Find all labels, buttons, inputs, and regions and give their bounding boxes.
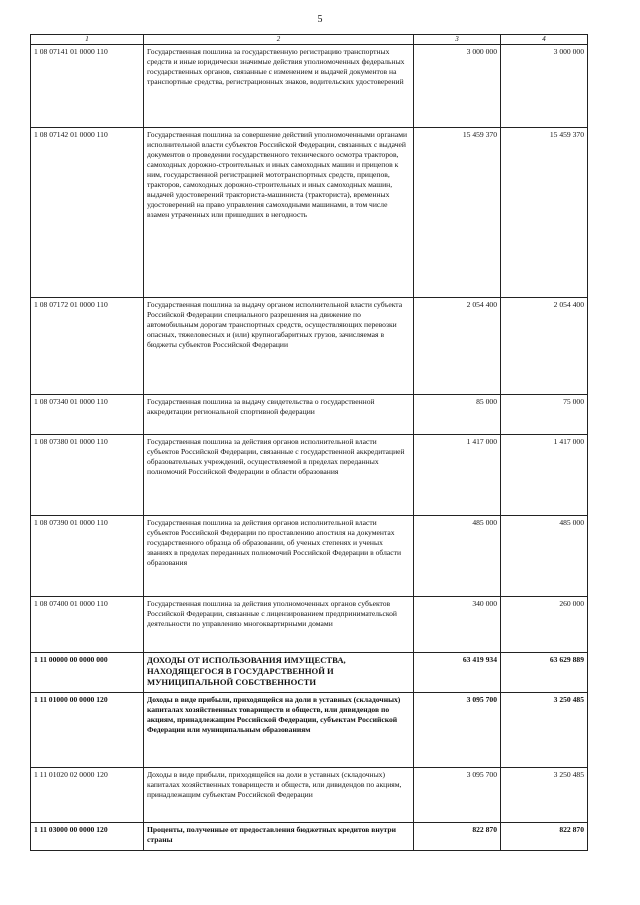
table-row <box>31 597 588 653</box>
header-col-1: 1 <box>31 35 144 45</box>
row-description: Доходы в виде прибыли, приходящейся на доли в уставных (складочных) капиталах хозяйственных товариществ и обществ, или дивидендов по акциям, принадлежащим субъектам Российской Федерации <box>144 768 414 823</box>
row-value-1: 3 000 000 <box>414 45 501 128</box>
row-code: 1 11 01000 00 0000 120 <box>31 693 144 768</box>
row-description: Государственная пошлина за действия уполномоченных органов субъектов Российской Федерации, связанные с лицензированием предпринимательской деятельности по управлению многоквартирными домами <box>144 597 414 653</box>
row-code: 1 08 07172 01 0000 110 <box>31 298 144 395</box>
row-value-2: 75 000 <box>501 395 588 435</box>
row-code: 1 08 07141 01 0000 110 <box>31 45 144 128</box>
row-description: Государственная пошлина за совершение действий уполномоченными органами исполнительной власти субъектов Российской Федерации, связанных с выдачей документов о проведении государственного технического осмотра тракторов, самоходных дорожно-строительных и иных самоходных машин и прицепов к ним, государственной регистрацией мототранспортных средств, прицепов, тракторов, самоходных дорожно-строительных и иных самоходных машин, выдачей удостоверений тракториста-машиниста (тракториста), временных удостоверений на право управления самоходными машинами, в том числе взамен утраченных или пришедших в негодность <box>144 128 414 298</box>
table-row <box>31 823 588 851</box>
row-value-2: 485 000 <box>501 516 588 597</box>
table-header-row <box>31 35 588 45</box>
row-code: 1 08 07400 01 0000 110 <box>31 597 144 653</box>
row-value-2: 3 250 485 <box>501 693 588 768</box>
row-value-1: 85 000 <box>414 395 501 435</box>
table-row <box>31 395 588 435</box>
table-row <box>31 298 588 395</box>
row-description: Государственная пошлина за действия органов исполнительной власти субъектов Российской Федерации, связанные с государственной аккредитацией образовательных учреждений, осуществляемой в пределах переданных полномочий Российской Федерации в области образования <box>144 435 414 516</box>
row-value-2: 15 459 370 <box>501 128 588 298</box>
table-row <box>31 768 588 823</box>
row-description: Государственная пошлина за государственную регистрацию транспортных средств и иные юридически значимые действия уполномоченных федеральных государственных органов, связанные с изменением и выдачей документов на транспортные средства, регистрационных знаков, водительских удостоверений <box>144 45 414 128</box>
row-code: 1 08 07142 01 0000 110 <box>31 128 144 298</box>
table-row <box>31 693 588 768</box>
row-code: 1 11 00000 00 0000 000 <box>31 653 144 693</box>
row-code: 1 08 07390 01 0000 110 <box>31 516 144 597</box>
row-value-1: 15 459 370 <box>414 128 501 298</box>
header-col-2: 2 <box>144 35 414 45</box>
row-value-1: 63 419 934 <box>414 653 501 693</box>
page-number: 5 <box>317 14 323 25</box>
row-description: Проценты, полученные от предоставления бюджетных кредитов внутри страны <box>144 823 414 851</box>
row-value-1: 485 000 <box>414 516 501 597</box>
row-value-1: 2 054 400 <box>414 298 501 395</box>
row-code: 1 08 07340 01 0000 110 <box>31 395 144 435</box>
row-code: 1 11 03000 00 0000 120 <box>31 823 144 851</box>
row-value-1: 3 095 700 <box>414 768 501 823</box>
header-col-3: 3 <box>414 35 501 45</box>
row-value-1: 3 095 700 <box>414 693 501 768</box>
table-row <box>31 45 588 128</box>
row-description: Доходы в виде прибыли, приходящейся на доли в уставных (складочных) капиталах хозяйственных товариществ и обществ, или дивидендов по акциям, принадлежащим Российской Федерации, субъектам Российской Федерации или муниципальным образованиям <box>144 693 414 768</box>
row-value-2: 260 000 <box>501 597 588 653</box>
row-code: 1 11 01020 02 0000 120 <box>31 768 144 823</box>
revenue-table <box>30 34 588 851</box>
row-value-2: 63 629 889 <box>501 653 588 693</box>
row-description: Государственная пошлина за выдачу свидетельства о государственной аккредитации региональной спортивной федерации <box>144 395 414 435</box>
table-row <box>31 435 588 516</box>
row-value-2: 3 000 000 <box>501 45 588 128</box>
row-value-2: 2 054 400 <box>501 298 588 395</box>
header-col-4: 4 <box>501 35 588 45</box>
row-value-1: 822 870 <box>414 823 501 851</box>
row-value-1: 340 000 <box>414 597 501 653</box>
table-row <box>31 128 588 298</box>
row-value-2: 3 250 485 <box>501 768 588 823</box>
row-value-2: 822 870 <box>501 823 588 851</box>
row-value-1: 1 417 000 <box>414 435 501 516</box>
row-description: Государственная пошлина за выдачу органом исполнительной власти субъекта Российской Федерации специального разрешения на движение по автомобильным дорогам транспортных средств, осуществляющих перевозки опасных, тяжеловесных и (или) крупногабаритных грузов, зачисляемая в бюджеты субъектов Российской Федерации <box>144 298 414 395</box>
row-value-2: 1 417 000 <box>501 435 588 516</box>
row-description: ДОХОДЫ ОТ ИСПОЛЬЗОВАНИЯ ИМУЩЕСТВА, НАХОДЯЩЕГОСЯ В ГОСУДАРСТВЕННОЙ И МУНИЦИПАЛЬНОЙ СОБСТВЕННОСТИ <box>144 653 414 693</box>
row-code: 1 08 07380 01 0000 110 <box>31 435 144 516</box>
table-row <box>31 653 588 693</box>
row-description: Государственная пошлина за действия органов исполнительной власти субъектов Российской Федерации по проставлению апостиля на документах государственного образца об образовании, об ученых степенях и ученых званиях в пределах переданных полномочий Российской Федерации в области образования <box>144 516 414 597</box>
table-row <box>31 516 588 597</box>
